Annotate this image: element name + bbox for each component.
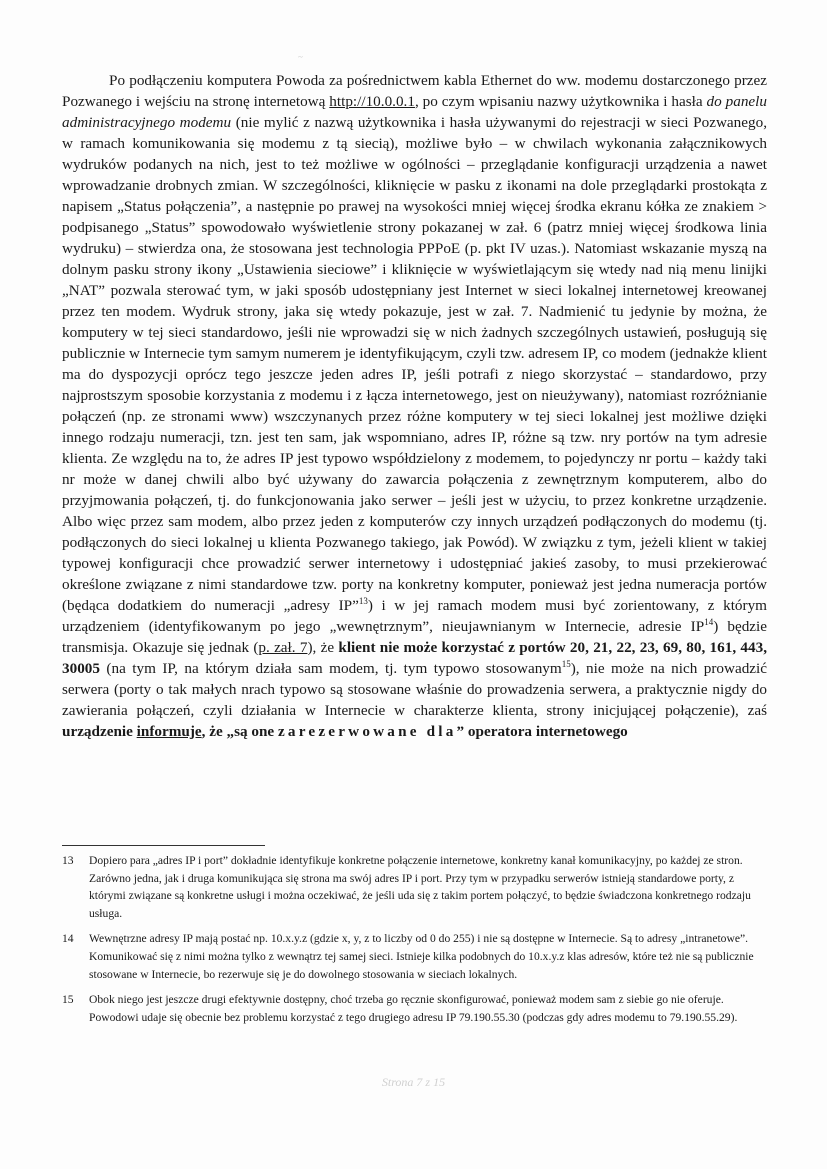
body-text: ), że bbox=[307, 639, 339, 656]
attachment-reference: p. zał. 7 bbox=[258, 639, 308, 656]
body-text: (nie mylić z nazwą użytkownika i hasła używanymi do rejestracji w sieci Pozwanego, w ramach komunikowania się modemu z tą siecią), możliwe było – w chwilach wykonania załącznikowych wydruków podanych na nich, jest to też możliwe w ogólności – przeglądanie konfiguracji urządzenia a nawet wprowadzanie drobnych zmian. W szczególności, kliknięcie w pasku z ikonami na dole przeglądarki prostokąta z napisem „Status połączenia”, a następnie po prawej na wysokości mniej więcej środka ekranu kółka ze znakiem > podpisanego „Status” spowodowało wyświetlenie strony pokazanej w zał. 6 (patrz mniej więcej środkowa linia wydruku) – stwierdza ona, że stosowana jest technologia PPPoE (p. pkt IV uzas.). Natomiast wskazanie myszą na dolnym pasku strony ikony „Ustawienia sieciowe” i kliknięcie w wyświetlającym się wtedy nad nią menu linijki „NAT” pozwala sterować tym, w jaki sposób udostępniany jest Internet w sieci lokalnej internetowej kreowanej przez ten modem. Wydruk strony, jaka się wtedy pokazuje, jest w zał. 7. Nadmienić tu jedynie by można, że komputery w tej sieci standardowo, jeśli nie wprowadzi się w nich żadnych szczególnych ustawień, posługują się publicznie w Internecie tym samym numerem je identyfikującym, czyli tzw. adresem IP, co modem (jednakże klient ma do dyspozycji oprócz tego jeszcze jeden adres IP, jeśli potrafi z niego skorzystać – standardowo, przy najprostszym sposobie korzystania z modemu i z łącza internetowego, jest on nieużywany), natomiast rozróżnianie połączeń (np. ze stronami www) wszczynanych przez różne komputery w tej sieci lokalnej jest możliwe dzięki innego rodzaju numeracji, tzn. jest ten sam, jak wspomniano, adres IP, różne są tzw. nry portów na tym adresie klienta. Ze względu na to, że adres IP jest typowo współdzielony z modemem, to pojedynczy nr portu – każdy taki nr może w danej chwili albo być używany do zawarcia połączenia z zewnętrznym komputerem, albo do przyjmowania połączeń, tj. do funkcjonowania jako serwer – jeśli jest w użyciu, to przez konkretne urządzenie. Albo więc przez sam modem, albo przez jeden z komputerów czy innych urządzeń podłączonych do modemu (tj. podłączonych do sieci lokalnej u klienta Pozwanego takiego, jak Powód). W związku z tym, jeżeli klient w takiej typowej konfiguracji chce prowadzić serwer internetowy i udostępniać jakieś zasoby, to musi przekierować określone związane z nimi standardowe tzw. porty na konkretny komputer, ponieważ jest jedna numeracja portów (będąca dodatkiem do numeracji „adresy IP” bbox=[62, 114, 767, 614]
body-text-italic: do panelu administracyjnego modemu bbox=[62, 93, 767, 131]
footnote-ref-14: 14 bbox=[704, 617, 714, 627]
body-text: ) będzie transmisja. Okazuje się jednak ( bbox=[62, 618, 768, 656]
body-text-bold-underlined: informuje bbox=[136, 723, 202, 740]
body-text-bold: klient nie może korzystać z portów 20, 21, 22, 23, 69, 80, 161, 443, 30005 bbox=[62, 639, 768, 677]
body-text-bold: , że „są one bbox=[201, 723, 278, 740]
page-number: Strona 7 z 15 bbox=[381, 1075, 446, 1089]
body-text: ) i w jej ramach modem musi być zorientowany, z którym urządzeniem (identyfikowanym po jego „wewnętrznym”, nieujawnianym w Internecie, adresie IP bbox=[62, 597, 767, 635]
footnotes bbox=[62, 852, 767, 1034]
footnote-number: 13 bbox=[62, 854, 74, 867]
body-text: , po czym wpisaniu nazwy użytkownika i hasła bbox=[414, 93, 707, 110]
footnote-text: Obok niego jest jeszcze drugi efektywnie dostępny, choć trzeba go ręcznie skonfigurować, ponieważ modem sam z siebie go nie oferuje. Powodowi udaje się obecnie bez problemu korzystać z tego drugiego adresu IP 79.190.55.30 (podczas gdy adres modemu to 79.190.55.29). bbox=[89, 993, 738, 1024]
footnote-separator bbox=[62, 845, 265, 846]
body-text-spaced: zarezerwowane dla bbox=[277, 723, 457, 740]
footnote-15 bbox=[62, 991, 767, 1026]
footnote-text: Wewnętrzne adresy IP mają postać np. 10.x.y.z (gdzie x, y, z to liczby od 0 do 255) i nie są dostępne w Internecie. Są to adresy „intranetowe”. Komunikować się z nimi można tylko z wewnątrz tej samej sieci. Istnieje kilka podobnych do 10.x.y.z klas adresów, które też nie są publicznie stosowane w Internecie, bo rezerwuje się je do dowolnego stosowania w sieciach lokalnych. bbox=[89, 932, 754, 981]
body-text: ), nie może na nich prowadzić serwera (porty o tak małych nrach typowo są stosowane właśnie do prowadzenia serwera, a praktycznie nigdy do zawierania połączeń, czyli działania w Internecie w charakterze klienta, strony inicjującej połączenie), zaś bbox=[62, 660, 768, 719]
body-paragraph bbox=[62, 70, 767, 742]
footnote-ref-15: 15 bbox=[561, 659, 571, 669]
footnote-ref-13: 13 bbox=[358, 596, 368, 606]
scan-mark: ~ bbox=[298, 52, 303, 62]
modem-url-link[interactable]: http://10.0.0.1 bbox=[329, 93, 415, 110]
footnote-14 bbox=[62, 930, 767, 983]
footnote-number: 15 bbox=[62, 993, 74, 1007]
body-text: Po podłączeniu komputera Powoda za pośrednictwem kabla Ethernet do ww. modemu dostarczonego przez Pozwanego i wejściu na stronę internetową bbox=[62, 72, 767, 110]
body-text-bold: urządzenie bbox=[62, 723, 137, 740]
body-text-bold: ” operatora internetowego bbox=[456, 723, 628, 740]
footnote-number: 14 bbox=[62, 932, 74, 946]
body-text: (na tym IP, na którym działa sam modem, tj. tym typowo stosowanym bbox=[99, 660, 562, 677]
footnote-text: Dopiero para „adres IP i port” dokładnie identyfikuje konkretne połączenie internetowe, konkretny kanał komunikacyjny, po każdej ze stron. Zarówno jedna, jak i druga komunikująca się strona ma swój adres IP i port. Przy tym w przypadku serwerów istnieją standardowe porty, z którymi związane są konkretne usługi i można oczekiwać, że jeśli uda się z takim portem połączyć, to będzie świadczona konkretnego rodzaju usługa. bbox=[89, 854, 751, 920]
footnote-13 bbox=[62, 852, 767, 922]
